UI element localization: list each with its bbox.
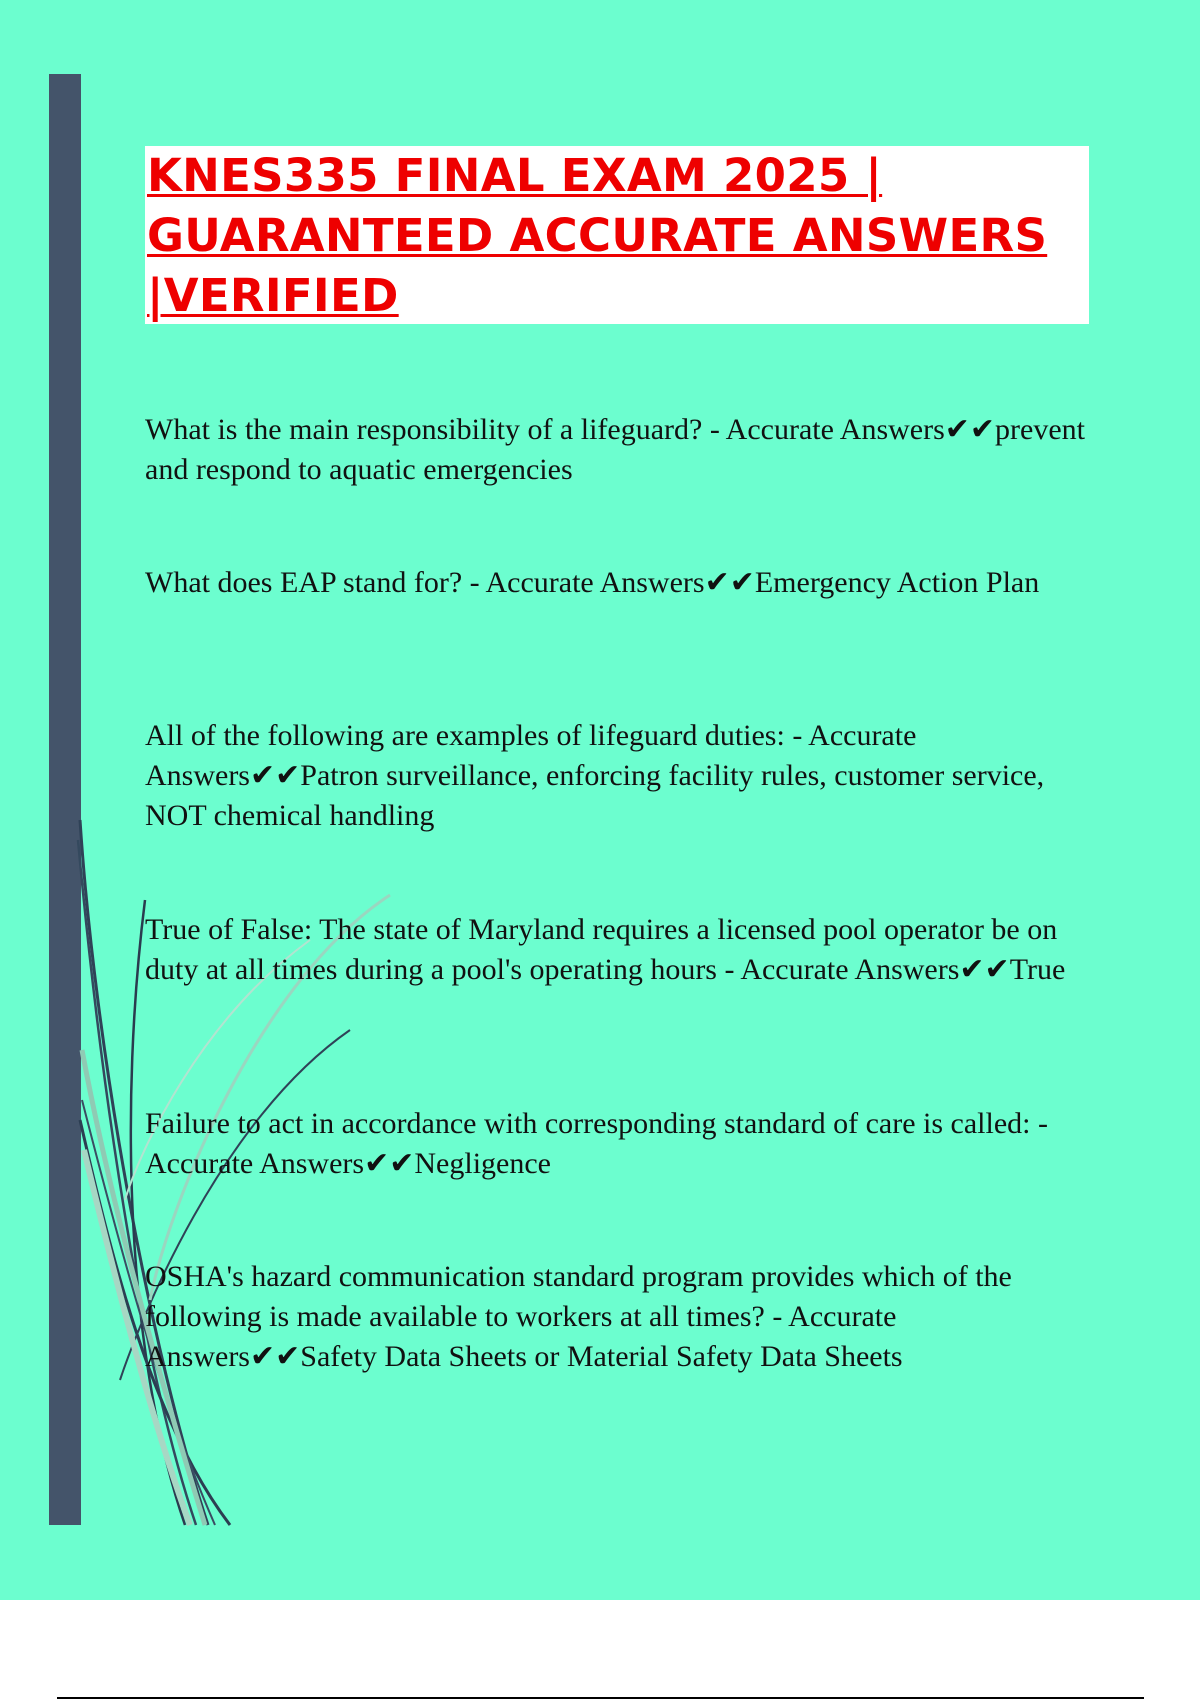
qa-question: True of False: The state of Maryland requires a licensed pool operator be on duty at all times during a pool's operating hours - Accurate Answers [145, 913, 1058, 986]
qa-question: Failure to act in accordance with corresponding standard of care is called: - Accurate Answers [145, 1107, 1048, 1180]
qa-item [145, 716, 1095, 836]
qa-item [145, 410, 1095, 490]
check-icon: ✔✔ [364, 1147, 415, 1180]
footer-rule [57, 1697, 1144, 1699]
qa-answer: Emergency Action Plan [754, 566, 1040, 599]
document-title: KNES335 FINAL EXAM 2025 | GUARANTEED ACCURATE ANSWERS |VERIFIED [147, 149, 1048, 322]
check-icon: ✔✔ [250, 1340, 301, 1373]
title-box [145, 146, 1089, 324]
check-icon: ✔✔ [959, 953, 1010, 986]
qa-question: What is the main responsibility of a lifeguard? - Accurate Answers [145, 413, 945, 446]
qa-question: All of the following are examples of lifeguard duties: - Accurate Answers [145, 719, 917, 792]
decorative-side-bar [49, 74, 81, 1525]
qa-answer: Negligence [414, 1147, 551, 1180]
qa-question: OSHA's hazard communication standard program provides which of the following is made available to workers at all times? - Accurate Answers [145, 1260, 1012, 1373]
qa-answer: Safety Data Sheets or Material Safety Data Sheets [300, 1340, 903, 1373]
qa-item [145, 910, 1095, 990]
qa-answer: Patron surveillance, enforcing facility rules, customer service, NOT chemical handling [145, 759, 1045, 832]
qa-item [145, 1257, 1095, 1377]
qa-item [145, 1104, 1095, 1184]
qa-item [145, 563, 1095, 603]
qa-answer: prevent and respond to aquatic emergencies [145, 413, 1086, 486]
check-icon: ✔✔ [944, 413, 996, 446]
check-icon: ✔✔ [250, 759, 301, 792]
qa-answer: True [1009, 953, 1066, 986]
check-icon: ✔✔ [704, 566, 755, 599]
qa-question: What does EAP stand for? - Accurate Answers [145, 566, 705, 599]
